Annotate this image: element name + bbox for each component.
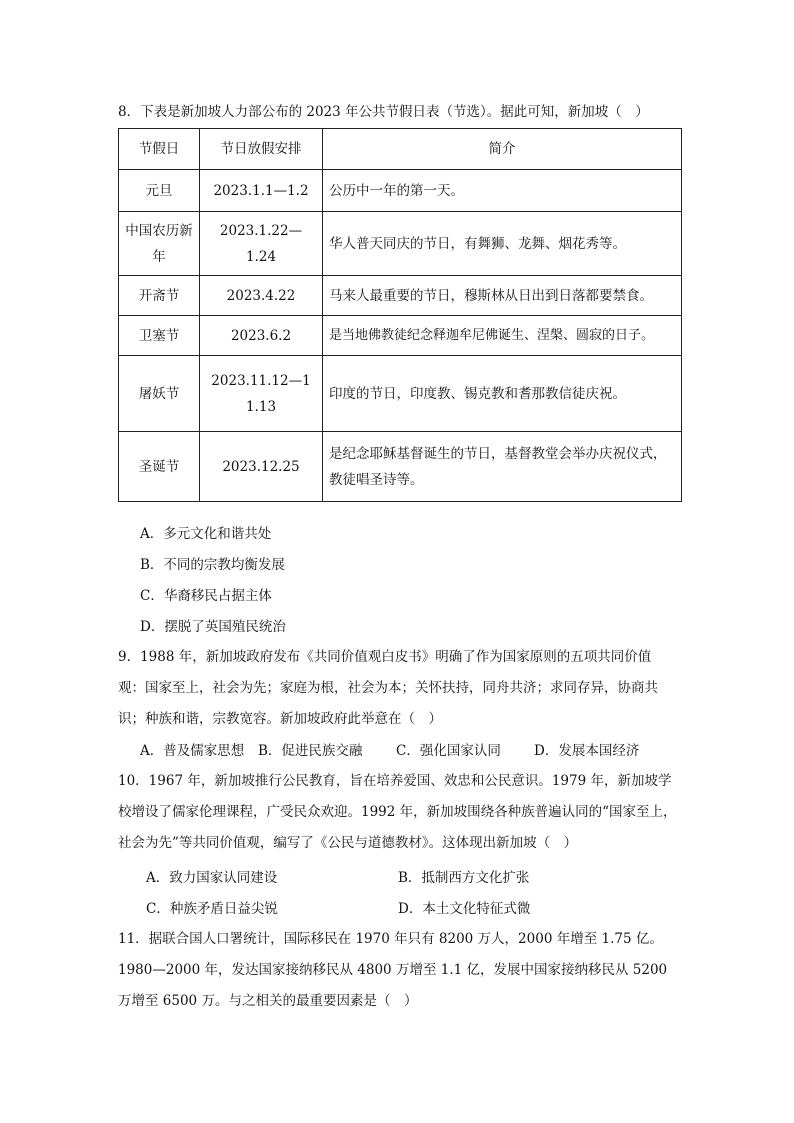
- holiday-name: 中国农历新年: [119, 212, 200, 276]
- holiday-date: 2023.12.25: [200, 432, 323, 502]
- header-arrangement: 节日放假安排: [200, 129, 323, 170]
- holiday-name: 屠妖节: [119, 356, 200, 432]
- q8-option-b: B．不同的宗教均衡发展: [140, 557, 285, 573]
- holiday-date: 2023.1.1—1.2: [200, 170, 323, 212]
- q8-option-a: A．多元文化和谐共处: [140, 526, 272, 542]
- table-row: [119, 276, 682, 316]
- header-holiday: 节假日: [119, 129, 200, 170]
- q10-option-a: A．致力国家认同建设: [146, 870, 278, 886]
- q9-option-a: A．普及儒家思想: [140, 743, 245, 759]
- holiday-desc: 印度的节日，印度教、锡克教和耆那教信徒庆祝。: [323, 356, 682, 432]
- q9-option-c: C．强化国家认同: [396, 743, 501, 759]
- holiday-date: 2023.6.2: [200, 316, 323, 356]
- holiday-desc: 是当地佛教徒纪念释迦牟尼佛诞生、涅槃、圆寂的日子。: [323, 316, 682, 356]
- q8-stem: 8．下表是新加坡人力部公布的 2023 年公共节假日表（节选）。据此可知，新加坡（ ）: [118, 104, 649, 120]
- table-row: [119, 316, 682, 356]
- q8-option-d: D．摆脱了英国殖民统治: [140, 619, 286, 635]
- q10-option-d: D．本土文化特征式微: [398, 901, 531, 917]
- table-row: [119, 212, 682, 276]
- q9-option-d: D．发展本国经济: [534, 743, 640, 759]
- holiday-date: 2023.1.22—1.24: [200, 212, 323, 276]
- holiday-date: 2023.11.12—11.13: [200, 356, 323, 432]
- holiday-name: 开斋节: [119, 276, 200, 316]
- holiday-name: 卫塞节: [119, 316, 200, 356]
- table-row: [119, 432, 682, 502]
- table-header-row: [119, 129, 682, 170]
- q8-option-c: C．华裔移民占据主体: [140, 588, 272, 604]
- holiday-desc: 是纪念耶稣基督诞生的节日，基督教堂会举办庆祝仪式，教徒唱圣诗等。: [323, 432, 682, 502]
- header-description: 简介: [323, 129, 682, 170]
- table-row: [119, 170, 682, 212]
- holiday-name: 圣诞节: [119, 432, 200, 502]
- holiday-name: 元旦: [119, 170, 200, 212]
- q10-option-b: B．抵制西方文化扩张: [398, 870, 530, 886]
- q10-stem: 10．1967 年，新加坡推行公民教育，旨在培养爱国、效忠和公民意识。1979 年，新加坡学校增设了儒家伦理课程，广受民众欢迎。1992 年，新加坡围绕各种族普遍认同的“国家至上，社会为先”等共同价值观，编写了《公民与道德教材》。这体现出新加坡（ ）: [118, 773, 677, 851]
- holiday-date: 2023.4.22: [200, 276, 323, 316]
- holiday-desc: 华人普天同庆的节日，有舞狮、龙舞、烟花秀等。: [323, 212, 682, 276]
- table-row: [119, 356, 682, 432]
- q11-stem: 11．据联合国人口署统计，国际移民在 1970 年只有 8200 万人，2000 年增至 1.75 亿。1980—2000 年，发达国家接纳移民从 4800 万增至 1.1 亿，发展中国家接纳移民从 5200 万增至 6500 万。与之相关的最重要因素是（ ）: [118, 931, 668, 1009]
- q10-option-c: C．种族矛盾日益尖锐: [146, 901, 278, 917]
- holiday-table: [118, 128, 682, 502]
- q9-option-b: B．促进民族交融: [258, 743, 363, 759]
- holiday-desc: 马来人最重要的节日，穆斯林从日出到日落都要禁食。: [323, 276, 682, 316]
- holiday-desc: 公历中一年的第一天。: [323, 170, 682, 212]
- q9-stem: 9．1988 年，新加坡政府发布《共同价值观白皮书》明确了作为国家原则的五项共同价值观：国家至上，社会为先；家庭为根，社会为本；关怀扶持，同舟共济；求同存异，协商共识；种族和谐，宗教宽容。新加坡政府此举意在（ ）: [118, 649, 658, 727]
